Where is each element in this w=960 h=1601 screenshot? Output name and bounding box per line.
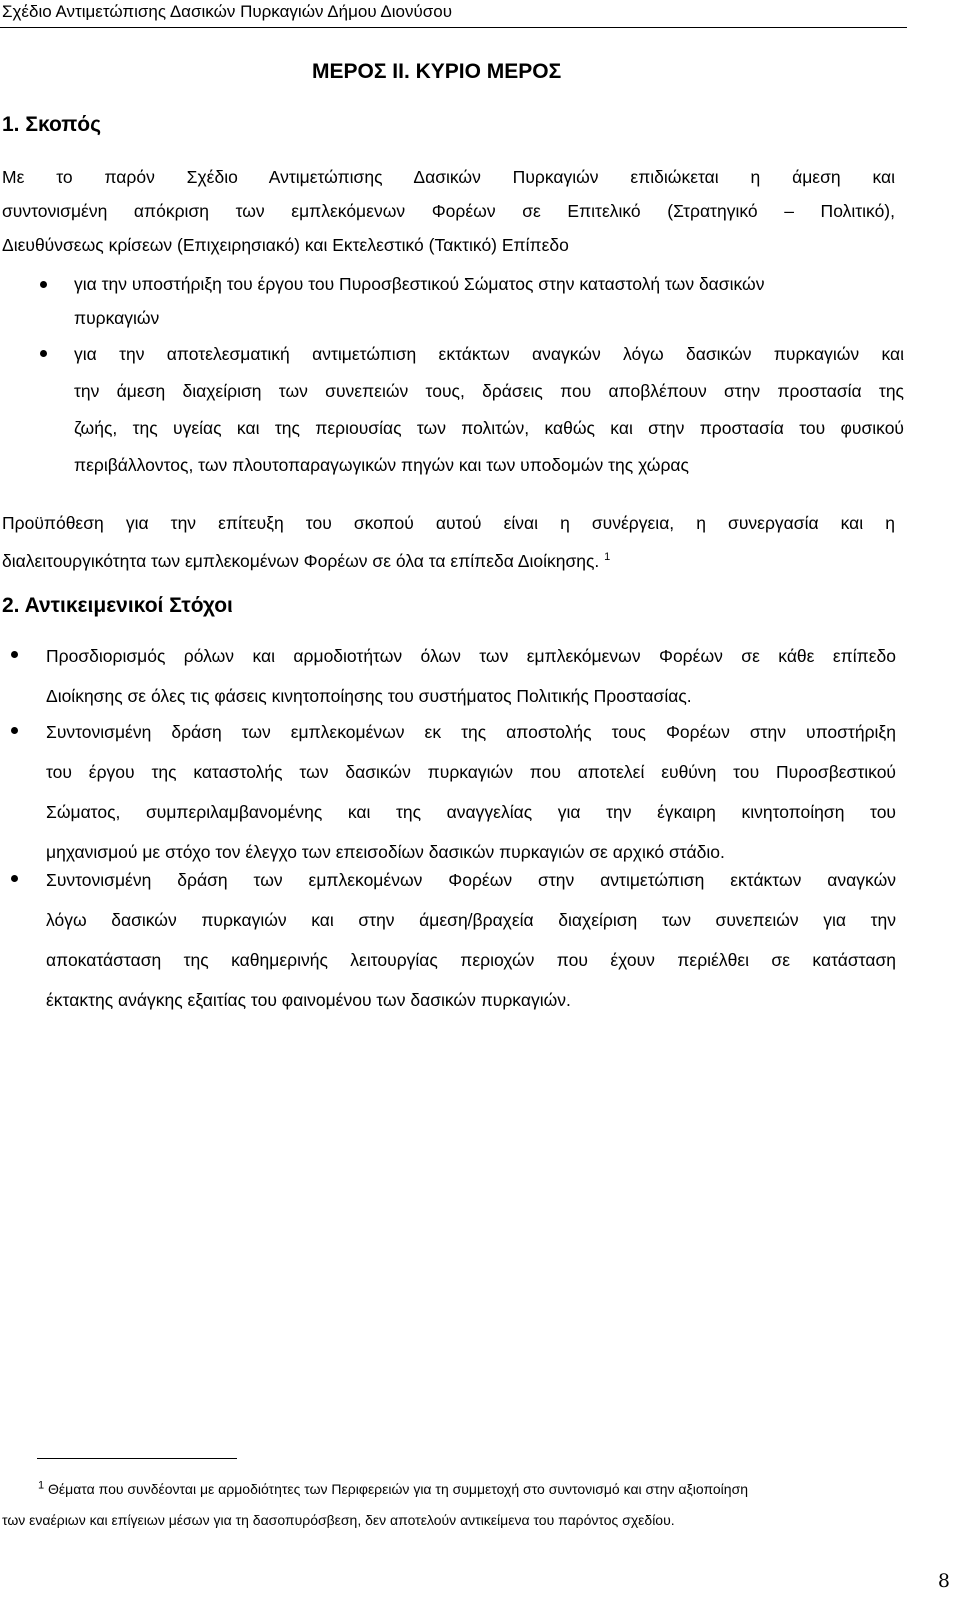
page-header: [0, 0, 907, 28]
header-title: Σχέδιο Αντιμετώπισης Δασικών Πυρκαγιών Δήμου Διονύσου: [2, 2, 453, 21]
footnote-ref: 1: [604, 551, 611, 564]
footnote-separator: [37, 1458, 237, 1459]
bullet-line: Συντονισμένη δράση των εμπλεκομένων Φορέων στην αντιμετώπιση εκτάκτων αναγκών: [46, 870, 896, 890]
section2-heading: 2. Αντικειμενικοί Στόχοι: [2, 594, 233, 617]
footnote: [2, 1474, 895, 1536]
bullet-line: Σώματος, συμπεριλαμβανομένης και της αναγγελίας για την έγκαιρη κινητοποίηση του: [46, 802, 896, 822]
closing-line: διαλειτουργικότητα των εμπλεκομένων Φορέων σε όλα τα επίπεδα Διοίκησης.: [2, 551, 600, 571]
section1-bullet-1: [74, 267, 904, 335]
bullet-icon: [11, 875, 18, 882]
intro-line: Με το παρόν Σχέδιο Αντιμετώπισης Δασικών Πυρκαγιών επιδιώκεται η άμεση και: [2, 167, 895, 187]
bullet-icon: [11, 651, 18, 658]
bullet-line: του έργου της καταστολής των δασικών πυρκαγιών που αποτελεί ευθύνη του Πυροσβεστικού: [46, 762, 896, 782]
intro-line: Διευθύνσεως κρίσεων (Επιχειρησιακό) και Εκτελεστικό (Τακτικό) Επίπεδο: [2, 235, 569, 255]
footnote-number: 1: [38, 1479, 45, 1492]
section2-bullet-3: [46, 860, 896, 1020]
bullet-line: Συντονισμένη δράση των εμπλεκομένων εκ της αποστολής τους Φορέων στην υποστήριξη: [46, 722, 896, 742]
bullet-line: μηχανισμού με στόχο τον έλεγχο των επεισοδίων δασικών πυρκαγιών σε αρχικό στάδιο.: [46, 842, 725, 862]
footnote-line: των εναέριων και επίγειων μέσων για τη δασοπυρόσβεση, δεν αποτελούν αντικείμενα του παρόντος σχεδίου.: [2, 1512, 675, 1528]
section2-bullet-1: [46, 636, 896, 716]
footnote-line: Θέματα που συνδέονται με αρμοδιότητες των Περιφερειών για τη συμμετοχή στο συντονισμό και στην αξιοποίηση: [48, 1481, 749, 1497]
bullet-line: Προσδιορισμός ρόλων και αρμοδιοτήτων όλων των εμπλεκόμενων Φορέων σε κάθε επίπεδο: [46, 646, 896, 666]
bullet-line: για την υποστήριξη του έργου του Πυροσβεστικού Σώματος στην καταστολή των δασικών: [74, 274, 765, 294]
bullet-line: ζωής, της υγείας και της περιουσίας των πολιτών, καθώς και στην προστασία του φυσικού: [74, 418, 904, 438]
closing-line: Προϋπόθεση για την επίτευξη του σκοπού αυτού είναι η συνέργεια, η συνεργασία και η: [2, 513, 895, 533]
bullet-icon: [40, 350, 47, 357]
bullet-line: αποκατάσταση της καθημερινής λειτουργίας περιοχών που έχουν περιέλθει σε κατάσταση: [46, 950, 896, 970]
bullet-line: Διοίκησης σε όλες τις φάσεις κινητοποίησης του συστήματος Πολιτικής Προστασίας.: [46, 686, 692, 706]
intro-line: συντονισμένη απόκριση των εμπλεκόμενων Φορέων σε Επιτελικό (Στρατηγικό – Πολιτικό),: [2, 201, 895, 221]
bullet-line: την άμεση διαχείριση των συνεπειών τους, δράσεις που αποβλέπουν στην προστασία της: [74, 381, 904, 401]
page-number: 8: [937, 1570, 950, 1592]
bullet-icon: [40, 281, 47, 288]
section1-heading: 1. Σκοπός: [2, 113, 102, 136]
part-title: ΜΕΡΟΣ ΙΙ. ΚΥΡΙΟ ΜΕΡΟΣ: [312, 60, 562, 83]
bullet-line: περιβάλλοντος, των πλουτοπαραγωγικών πηγών και των υποδομών της χώρας: [74, 455, 689, 475]
bullet-line: για την αποτελεσματική αντιμετώπιση εκτάκτων αναγκών λόγω δασικών πυρκαγιών και: [74, 344, 904, 364]
section1-bullet-2: [74, 336, 904, 484]
bullet-icon: [11, 727, 18, 734]
bullet-line: έκτακτης ανάγκης εξαιτίας του φαινομένου των δασικών πυρκαγιών.: [46, 990, 571, 1010]
section2-bullet-2: [46, 712, 896, 872]
section1-closing: [2, 504, 895, 580]
bullet-line: λόγω δασικών πυρκαγιών και στην άμεση/βραχεία διαχείριση των συνεπειών για την: [46, 910, 896, 930]
bullet-line: πυρκαγιών: [74, 308, 160, 328]
section1-intro: [2, 160, 895, 262]
